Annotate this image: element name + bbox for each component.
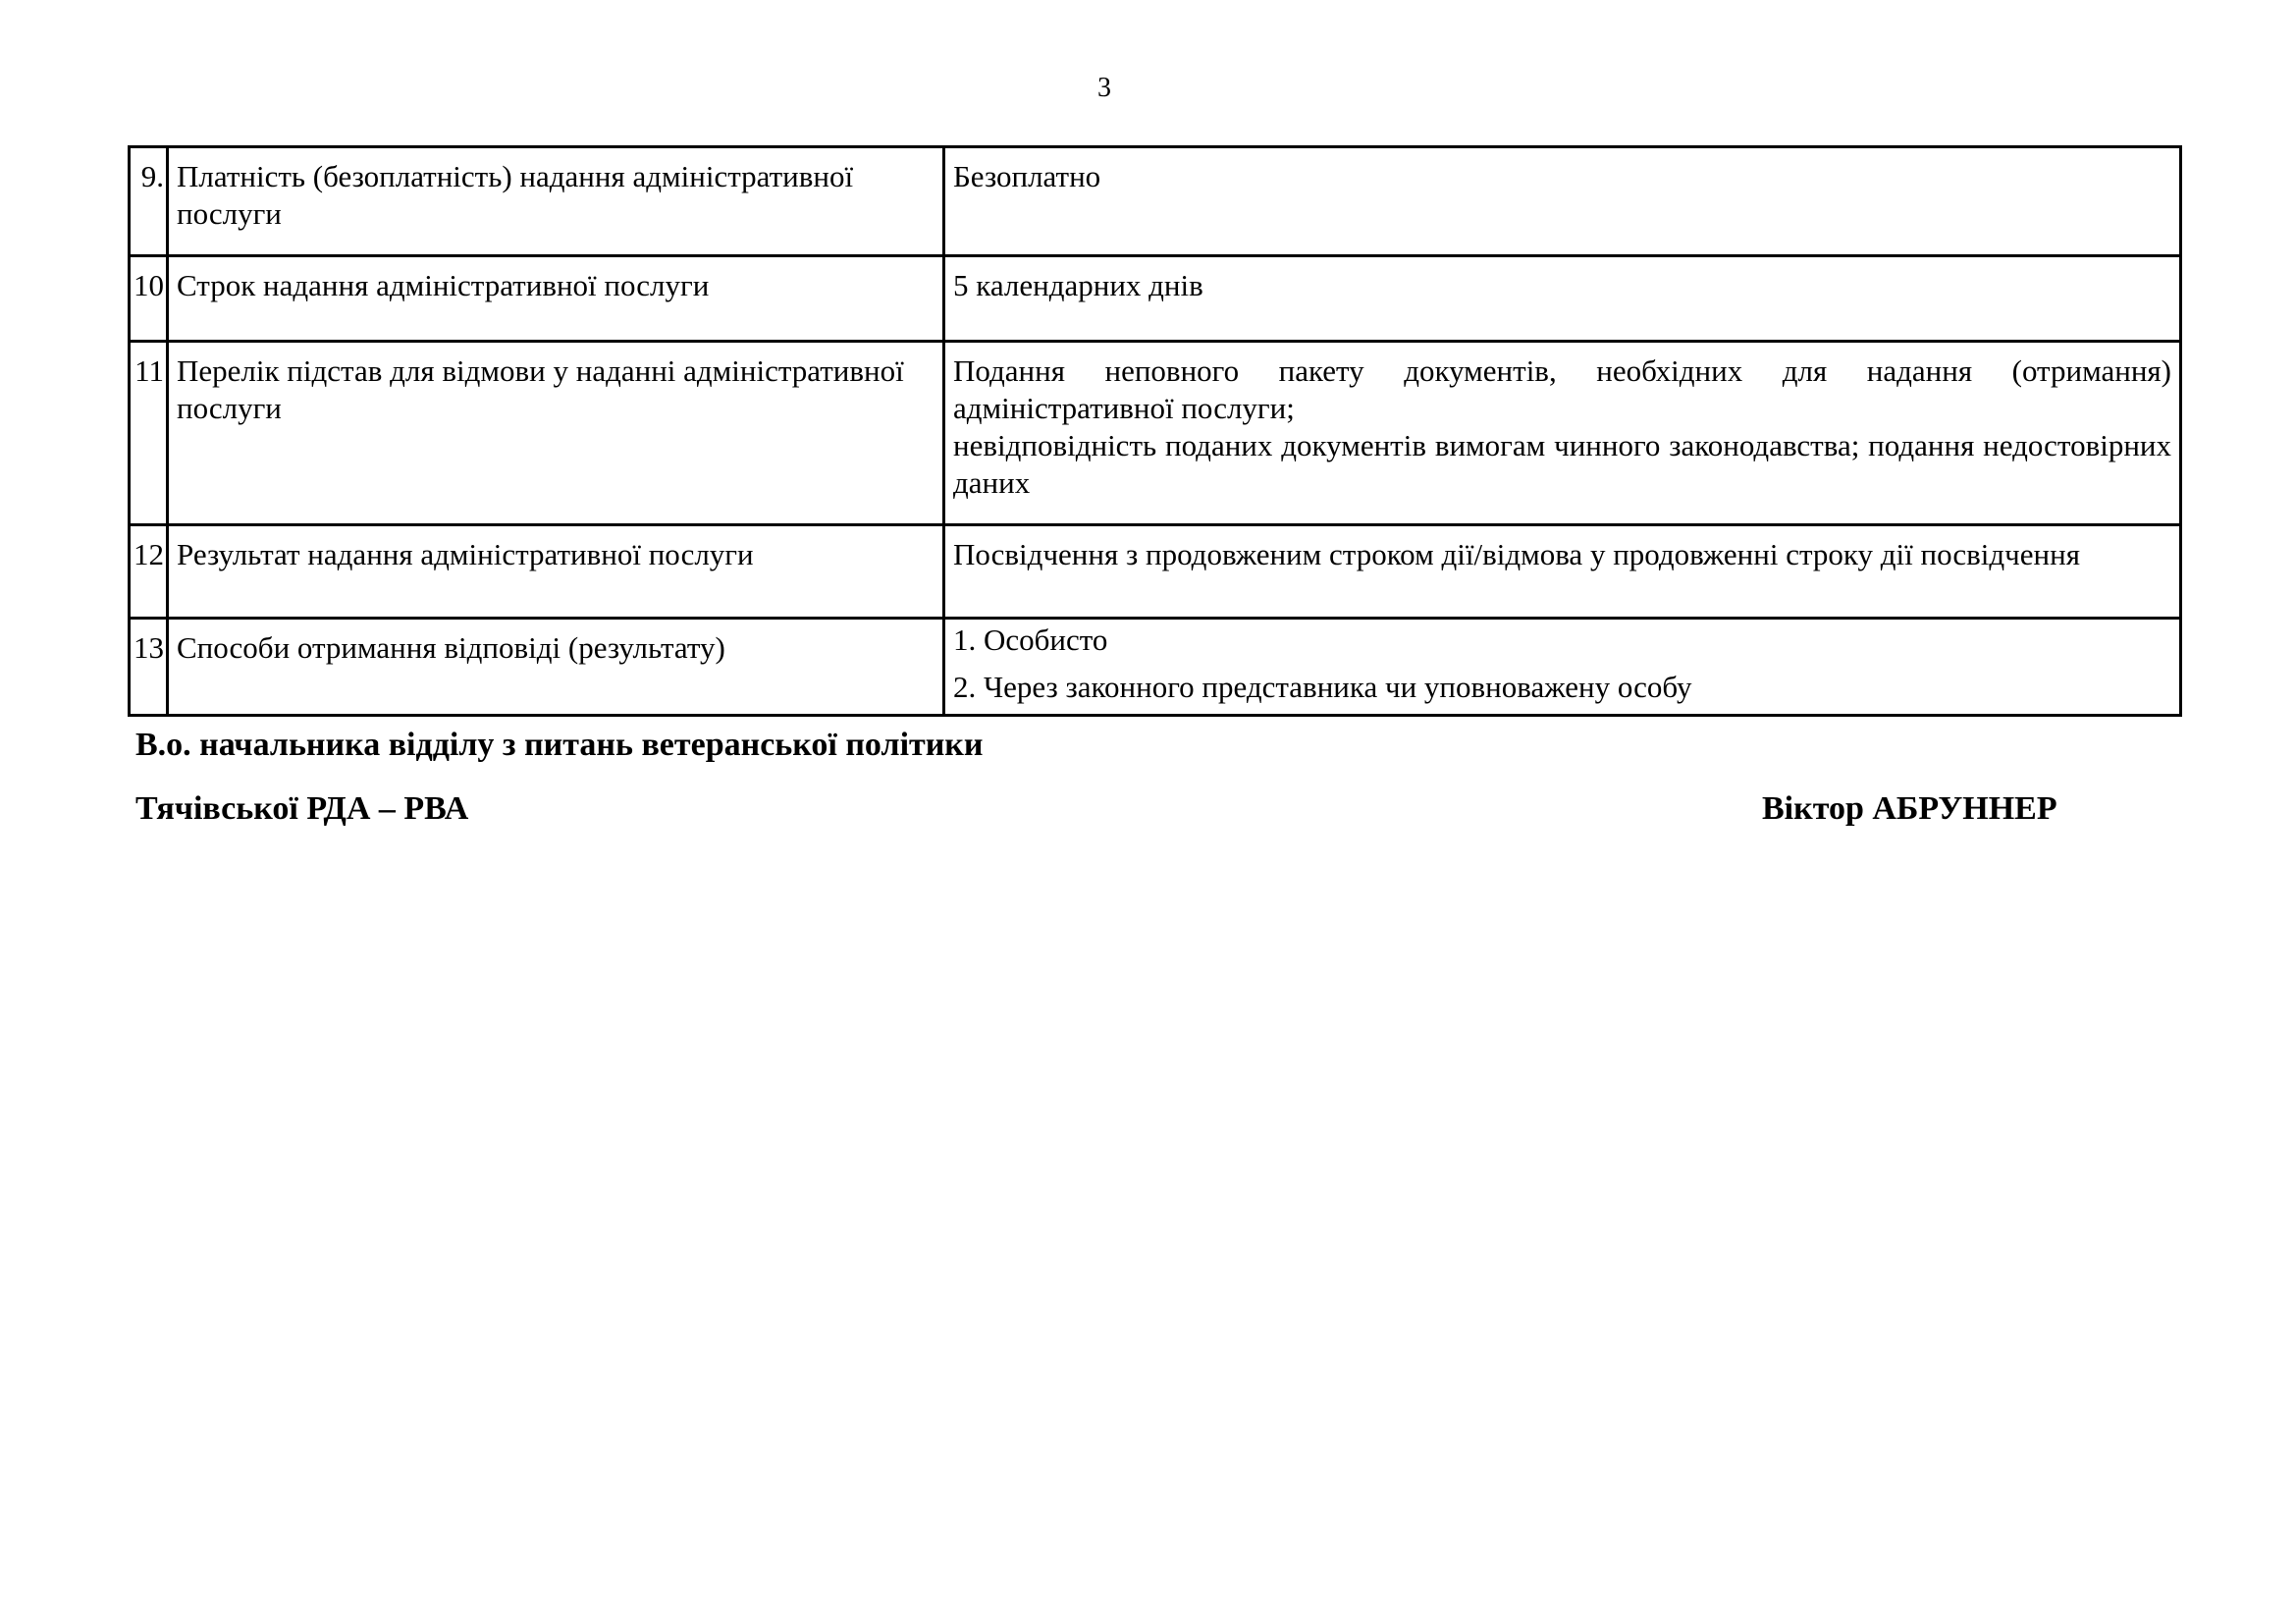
page-number: 3 bbox=[1097, 73, 1111, 103]
signature-position-line2: Тячівської РДА – РВА bbox=[135, 790, 469, 827]
value-line: 1. Особисто bbox=[953, 623, 1108, 657]
value-line: невідповідність поданих документів вимогам чинного законодавства; подання недостовірних даних bbox=[953, 428, 2171, 500]
value-line: Безоплатно bbox=[953, 159, 1101, 193]
row-value bbox=[944, 256, 2181, 342]
value-line: 2. Через законного представника чи уповноважену особу bbox=[953, 670, 1692, 704]
table-row bbox=[130, 525, 2181, 619]
row-label: Способи отримання відповіді (результату) bbox=[168, 619, 944, 716]
signature-name: Віктор АБРУННЕР bbox=[1762, 790, 2057, 827]
row-label: Перелік підстав для відмови у наданні адміністративної послуги bbox=[168, 342, 944, 525]
row-value bbox=[944, 619, 2181, 716]
table-row bbox=[130, 147, 2181, 256]
row-number: 13 bbox=[130, 619, 168, 716]
value-line: 5 календарних днів bbox=[953, 268, 1203, 302]
service-info-table bbox=[128, 145, 2182, 717]
row-label: Результат надання адміністративної послуги bbox=[168, 525, 944, 619]
row-value bbox=[944, 147, 2181, 256]
value-line: Подання неповного пакету документів, необхідних для надання (отримання) адміністративної послуги; bbox=[953, 353, 2171, 425]
table-row bbox=[130, 619, 2181, 716]
row-number: 9. bbox=[130, 147, 168, 256]
value-line: Посвідчення з продовженим строком дії/відмова у продовженні строку дії посвідчення bbox=[953, 537, 2080, 571]
row-label: Строк надання адміністративної послуги bbox=[168, 256, 944, 342]
row-number: 11 bbox=[130, 342, 168, 525]
row-value bbox=[944, 525, 2181, 619]
row-value bbox=[944, 342, 2181, 525]
row-number: 10 bbox=[130, 256, 168, 342]
table-row bbox=[130, 342, 2181, 525]
signature-position-line1: В.о. начальника відділу з питань ветеранської політики bbox=[135, 727, 984, 763]
table-row bbox=[130, 256, 2181, 342]
row-label: Платність (безоплатність) надання адміністративної послуги bbox=[168, 147, 944, 256]
row-number: 12 bbox=[130, 525, 168, 619]
